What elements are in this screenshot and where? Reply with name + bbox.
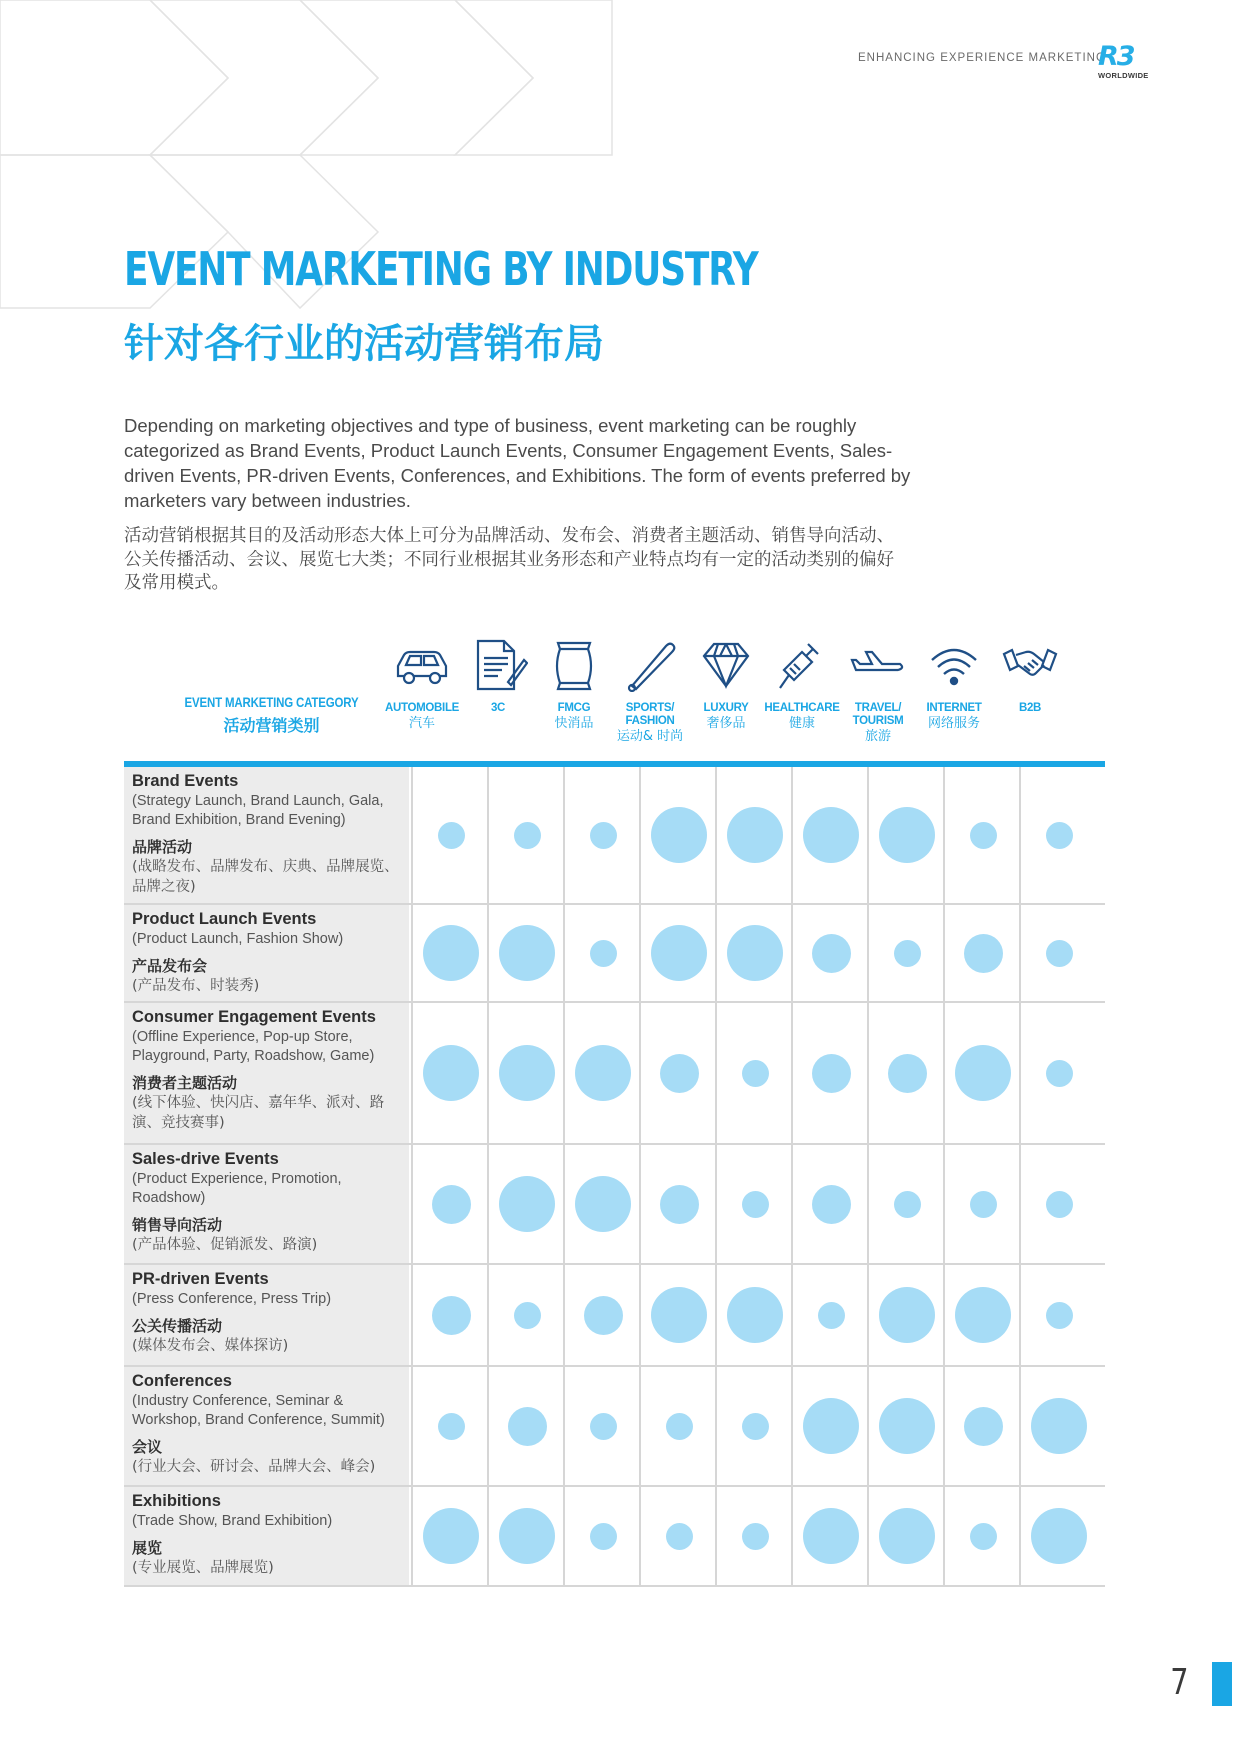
column-label-cn: 旅游 [864,729,891,744]
column-label-en: HEALTHCARE [764,702,840,714]
matrix-cell [715,1487,791,1585]
matrix-cell [943,1265,1019,1365]
table-row [124,1003,1105,1145]
preference-dot-level-3 [955,1045,1011,1101]
row-label [124,1003,409,1143]
column-header-3c [460,638,536,715]
matrix-cell [791,905,867,1001]
preference-dot-level-3 [727,1287,783,1343]
row-desc-en: (Industry Conference, Seminar & Workshop, Brand Conference, Summit) [132,1393,385,1428]
intro-paragraph-en: Depending on marketing objectives and type of business, event marketing can be roughly categorized as Brand Events, Product Launch Events, Consumer Engagement Events, Sales-driven Events, PR-driven Events, Conferences, and Exhibitions. The form of events preferred by marketers vary between industries. [124,415,911,511]
column-label-cn: 奢侈品 [706,716,746,731]
preference-dot-level-3 [803,807,859,863]
matrix-cell [715,1145,791,1263]
wifi-icon [924,638,984,692]
matrix-cell [867,1003,943,1143]
row-title-cn: 会议 [132,1438,163,1456]
column-label-en: FMCG [557,702,591,714]
preference-dot-level-1 [1046,940,1073,967]
event-industry-matrix [124,767,1105,1587]
matrix-cell [563,767,639,903]
car-icon [392,638,452,692]
column-header-fmcg [536,638,612,732]
preference-dot-level-2 [660,1185,699,1224]
column-label-cn: 网络服务 [927,716,980,731]
column-header-sports-fashion [612,638,688,745]
row-title-cn: 产品发布会 [132,957,208,975]
matrix-cell [639,1487,715,1585]
row-label [124,1265,409,1365]
preference-dot-level-1 [590,822,617,849]
matrix-cell [715,1265,791,1365]
preference-dot-level-3 [499,925,555,981]
preference-dot-level-2 [432,1185,471,1224]
matrix-cell [943,1487,1019,1585]
column-label-cn: 运动& 时尚 [616,729,684,744]
preference-dot-level-3 [879,1508,935,1564]
preference-dot-level-2 [432,1296,471,1335]
row-label [124,905,409,1001]
matrix-cell [715,1367,791,1485]
preference-dot-level-2 [964,934,1003,973]
column-header-luxury [688,638,764,732]
preference-dot-level-2 [812,1054,851,1093]
column-label-en: INTERNET [926,702,982,714]
row-desc-cn: (战略发布、品牌发布、庆典、品牌展览、品牌之夜) [132,859,399,895]
matrix-cell [1019,905,1095,1001]
preference-dot-level-1 [970,1191,997,1218]
row-desc-cn: (产品发布、时装秀) [132,978,260,994]
preference-dot-level-1 [894,940,921,967]
header-tagline: ENHANCING EXPERIENCE MARKETING [858,52,1106,64]
matrix-cell [639,905,715,1001]
row-title-cn: 品牌活动 [132,838,193,856]
row-title-en: Brand Events [132,772,239,790]
preference-dot-level-2 [660,1054,699,1093]
row-desc-en: (Press Conference, Press Trip) [132,1291,332,1307]
matrix-cell [791,767,867,903]
preference-dot-level-1 [742,1413,769,1440]
matrix-cell [639,767,715,903]
preference-dot-level-3 [879,1287,935,1343]
matrix-cell [867,1145,943,1263]
preference-dot-level-1 [1046,822,1073,849]
preference-dot-level-1 [514,1302,541,1329]
matrix-cell [563,905,639,1001]
column-label-en: 3C [490,702,506,714]
matrix-cell [943,1003,1019,1143]
row-desc-cn: (行业大会、研讨会、品牌大会、峰会) [132,1459,376,1475]
matrix-cell [715,1003,791,1143]
preference-dot-level-2 [584,1296,623,1335]
row-label [124,1367,409,1485]
matrix-cell [791,1003,867,1143]
matrix-cell [943,1145,1019,1263]
preference-dot-level-1 [742,1523,769,1550]
matrix-cell [487,1265,563,1365]
preference-dot-level-2 [508,1407,547,1446]
preference-dot-level-1 [514,822,541,849]
column-header-automobile [384,638,460,732]
row-desc-en: (Trade Show, Brand Exhibition) [132,1513,333,1529]
matrix-cell [791,1487,867,1585]
column-label-en: B2B [1018,702,1042,714]
preference-dot-level-3 [499,1176,555,1232]
matrix-cell [943,767,1019,903]
preference-dot-level-1 [1046,1060,1073,1087]
page-tab-marker [1212,1662,1232,1706]
column-label-en: TRAVEL/ TOURISM [852,702,904,727]
preference-dot-level-3 [651,1287,707,1343]
matrix-cell [943,1367,1019,1485]
preference-dot-level-1 [666,1523,693,1550]
matrix-cell [639,1145,715,1263]
column-label-cn: 汽车 [408,716,435,731]
column-header-travel-tourism [840,638,916,745]
preference-dot-level-3 [955,1287,1011,1343]
preference-dot-level-1 [818,1302,845,1329]
matrix-cell [411,767,487,903]
preference-dot-level-1 [1046,1191,1073,1218]
row-title-en: PR-driven Events [132,1270,269,1288]
preference-dot-level-3 [879,807,935,863]
preference-dot-level-2 [888,1054,927,1093]
column-header-healthcare [764,638,840,732]
matrix-cell [487,1145,563,1263]
row-desc-cn: (线下体验、快闪店、嘉年华、派对、路演、竞技赛事) [132,1095,385,1131]
preference-dot-level-1 [438,822,465,849]
column-label-cn: 健康 [788,716,815,731]
category-heading-en: EVENT MARKETING CATEGORY [184,694,359,710]
preference-dot-level-1 [666,1413,693,1440]
matrix-cell [1019,1487,1095,1585]
row-desc-en: (Product Launch, Fashion Show) [132,931,344,947]
table-row [124,1487,1105,1587]
baseball-bat-icon [620,638,680,692]
matrix-cell [411,1145,487,1263]
preference-dot-level-3 [803,1508,859,1564]
preference-dot-level-3 [575,1045,631,1101]
matrix-cell [867,1367,943,1485]
intro-paragraph-cn: 活动营销根据其目的及活动形态大体上可分为品牌活动、发布会、消费者主题活动、销售导向活动、公关传播活动、会议、展览七大类；不同行业根据其业务形态和产业特点均有一定的活动类别的偏好及常用模式。 [124,526,894,593]
preference-dot-level-1 [742,1191,769,1218]
matrix-cell [867,1265,943,1365]
preference-dot-level-3 [423,1045,479,1101]
matrix-cell [791,1145,867,1263]
airplane-icon [848,638,908,692]
table-row [124,767,1105,905]
preference-dot-level-2 [812,934,851,973]
r3-worldwide-logo [1098,41,1162,82]
matrix-cell [563,1265,639,1365]
preference-dot-level-3 [803,1398,859,1454]
page-number: 7 [1170,1662,1189,1703]
preference-dot-level-1 [742,1060,769,1087]
preference-dot-level-3 [879,1398,935,1454]
column-label-en: AUTOMOBILE [384,702,460,714]
document-icon [468,638,528,692]
preference-dot-level-1 [894,1191,921,1218]
column-header-internet [916,638,992,732]
column-label-en: SPORTS/ FASHION [625,702,675,727]
matrix-cell [867,1487,943,1585]
handshake-icon [1000,638,1060,692]
matrix-cell [1019,1145,1095,1263]
row-title-en: Conferences [132,1372,232,1390]
matrix-cell [487,1487,563,1585]
category-heading-cn: 活动营销类别 [223,716,320,735]
matrix-cell [639,1265,715,1365]
matrix-cell [487,1367,563,1485]
matrix-cell [867,905,943,1001]
page-title-en: EVENT MARKETING BY INDUSTRY [124,242,758,296]
row-label [124,767,409,903]
preference-dot-level-3 [727,807,783,863]
matrix-cell [487,767,563,903]
preference-dot-level-3 [499,1045,555,1101]
matrix-cell [639,1367,715,1485]
row-desc-en: (Strategy Launch, Brand Launch, Gala, Brand Exhibition, Brand Evening) [132,793,384,828]
row-title-cn: 销售导向活动 [132,1216,223,1234]
column-header-b2b [992,638,1068,715]
matrix-cell [563,1003,639,1143]
row-label [124,1145,409,1263]
matrix-cell [1019,1265,1095,1365]
preference-dot-level-3 [1031,1508,1087,1564]
matrix-cell [1019,767,1095,903]
preference-dot-level-3 [1031,1398,1087,1454]
row-desc-cn: (媒体发布会、媒体探访) [132,1338,289,1354]
matrix-cell [411,1265,487,1365]
row-desc-en: (Offline Experience, Pop-up Store, Playground, Party, Roadshow, Game) [132,1029,375,1064]
preference-dot-level-2 [812,1185,851,1224]
matrix-cell [867,767,943,903]
row-title-en: Consumer Engagement Events [132,1008,376,1026]
preference-dot-level-1 [970,822,997,849]
matrix-cell [411,1487,487,1585]
preference-dot-level-1 [590,940,617,967]
category-heading [124,694,419,736]
matrix-cell [943,905,1019,1001]
table-row [124,905,1105,1003]
matrix-cell [487,905,563,1001]
table-row [124,1265,1105,1367]
matrix-cell [563,1487,639,1585]
preference-dot-level-1 [970,1523,997,1550]
row-title-cn: 展览 [132,1539,163,1557]
row-title-en: Sales-drive Events [132,1150,279,1168]
matrix-cell [411,1367,487,1485]
matrix-cell [791,1367,867,1485]
row-label [124,1487,409,1585]
row-title-en: Exhibitions [132,1492,221,1510]
column-label-cn: 快消品 [554,716,594,731]
diamond-icon [696,638,756,692]
table-row [124,1367,1105,1487]
preference-dot-level-3 [423,1508,479,1564]
matrix-cell [715,767,791,903]
matrix-cell [411,905,487,1001]
syringe-icon [772,638,832,692]
row-desc-en: (Product Experience, Promotion, Roadshow) [132,1171,342,1206]
page-title-cn: 针对各行业的活动营销布局 [124,321,604,367]
preference-dot-level-3 [651,925,707,981]
row-desc-cn: (产品体验、促销派发、路演) [132,1237,318,1253]
column-label-en: LUXURY [703,702,749,714]
row-title-cn: 公关传播活动 [132,1317,223,1335]
matrix-cell [1019,1003,1095,1143]
matrix-cell [1019,1367,1095,1485]
preference-dot-level-3 [651,807,707,863]
preference-dot-level-3 [499,1508,555,1564]
matrix-cell [411,1003,487,1143]
preference-dot-level-3 [575,1176,631,1232]
matrix-cell [715,905,791,1001]
matrix-cell [563,1145,639,1263]
preference-dot-level-3 [727,925,783,981]
table-row [124,1145,1105,1265]
preference-dot-level-1 [1046,1302,1073,1329]
matrix-cell [487,1003,563,1143]
matrix-cell [563,1367,639,1485]
preference-dot-level-1 [590,1413,617,1440]
bag-icon [544,638,604,692]
matrix-cell [639,1003,715,1143]
matrix-cell [791,1265,867,1365]
logo-sub: WORLDWIDE [1098,71,1149,80]
preference-dot-level-3 [423,925,479,981]
logo-mark: R3 [1098,41,1134,72]
row-title-en: Product Launch Events [132,910,317,928]
preference-dot-level-1 [438,1413,465,1440]
row-title-cn: 消费者主题活动 [132,1074,238,1092]
preference-dot-level-1 [590,1523,617,1550]
preference-dot-level-2 [964,1407,1003,1446]
row-desc-cn: (专业展览、品牌展览) [132,1560,274,1576]
